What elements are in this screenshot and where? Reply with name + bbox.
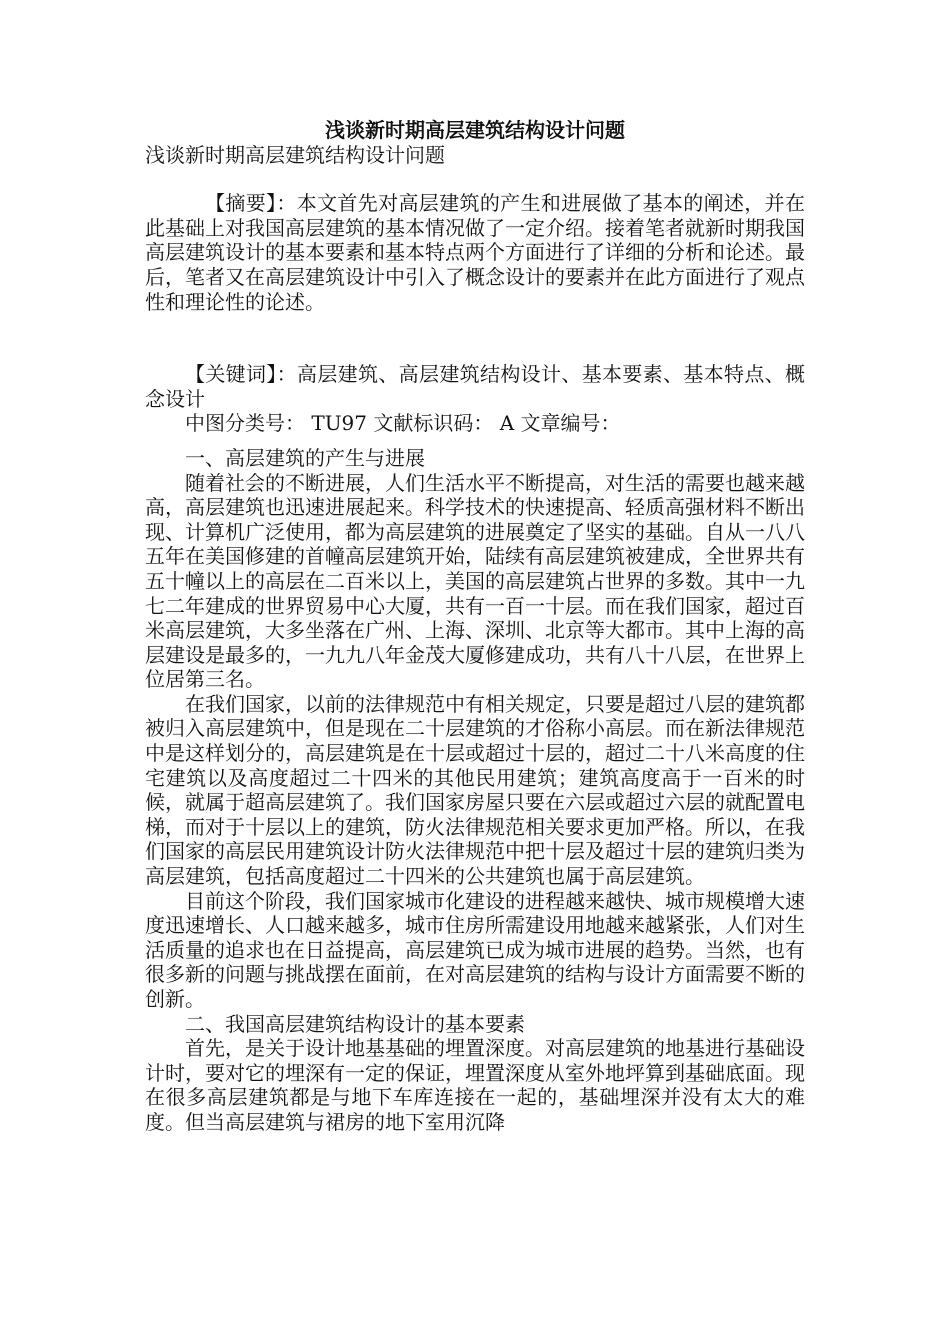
document-title: 浅谈新时期高层建筑结构设计问题 [325, 118, 625, 142]
section-2-paragraph-1: 首先，是关于设计地基基础的埋置深度。对高层建筑的地基进行基础设计时，要对它的埋深有一定的保证，埋置深度从室外地坪算到基础底面。现在很多高层建筑都是与地下车库连接在一起的，基础埋深并没有太大的难度。但当高层建筑与裙房的地下室用沉降 [145, 1036, 805, 1134]
classification-line: 中图分类号： TU97 文献标识码： A 文章编号： [185, 411, 621, 436]
section-1-paragraph-3: 目前这个阶段，我们国家城市化建设的进程越来越快、城市规模增大速度迅速增长、人口越来越多，城市住房所需建设用地越来越紧张，人们对生活质量的追求也在日益提高，高层建筑已成为城市进展的趋势。当然，也有很多新的问题与挑战摆在面前，在对高层建筑的结构与设计方面需要不断的创新。 [145, 888, 805, 1011]
keywords-paragraph: 【关键词】：高层建筑、高层建筑结构设计、基本要素、基本特点、概念设计 [145, 362, 805, 411]
document-subtitle: 浅谈新时期高层建筑结构设计问题 [145, 142, 445, 167]
abstract-paragraph: 【摘要】：本文首先对高层建筑的产生和进展做了基本的阐述，并在此基础上对我国高层建筑的基本情况做了一定介绍。接着笔者就新时期我国高层建筑设计的基本要素和基本特点两个方面进行了详细的分析和论述。最后，笔者又在高层建筑设计中引入了概念设计的要素并在此方面进行了观点性和理论性的论述。 [145, 191, 805, 314]
spacer [145, 314, 805, 362]
spacer [145, 167, 805, 191]
section-1-heading: 一、高层建筑的产生与进展 [185, 445, 425, 470]
spacer [145, 436, 805, 446]
section-1-paragraph-1: 随着社会的不断进展，人们生活水平不断提高，对生活的需要也越来越高，高层建筑也迅速进展起来。科学技术的快速提高、轻质高强材料不断出现、计算机广泛使用，都为高层建筑的进展奠定了坚实的基础。自从一八八五年在美国修建的首幢高层建筑开始，陆续有高层建筑被建成，全世界共有五十幢以上的高层在二百米以上，美国的高层建筑占世界的多数。其中一九七二年建成的世界贸易中心大厦，共有一百一十层。而在我们国家，超过百米高层建筑，大多坐落在广州、上海、深圳、北京等大都市。其中上海的高层建设是最多的，一九九八年金茂大厦修建成功，共有八十八层，在世界上位居第三名。 [145, 470, 805, 692]
section-2-heading: 二、我国高层建筑结构设计的基本要素 [185, 1011, 525, 1036]
section-1-paragraph-2: 在我们国家，以前的法律规范中有相关规定，只要是超过八层的建筑都被归入高层建筑中，但是现在二十层建筑的才俗称小高层。而在新法律规范中是这样划分的，高层建筑是在十层或超过十层的，超过二十八米高度的住宅建筑以及高度超过二十四米的其他民用建筑；建筑高度高于一百米的时候，就属于超高层建筑了。我们国家房屋只要在六层或超过六层的就配置电梯，而对于十层以上的建筑，防火法律规范相关要求更加严格。所以，在我们国家的高层民用建筑设计防火法律规范中把十层及超过十层的建筑归类为高层建筑，包括高度超过二十四米的公共建筑也属于高层建筑。 [145, 691, 805, 889]
document-page [145, 118, 805, 1135]
